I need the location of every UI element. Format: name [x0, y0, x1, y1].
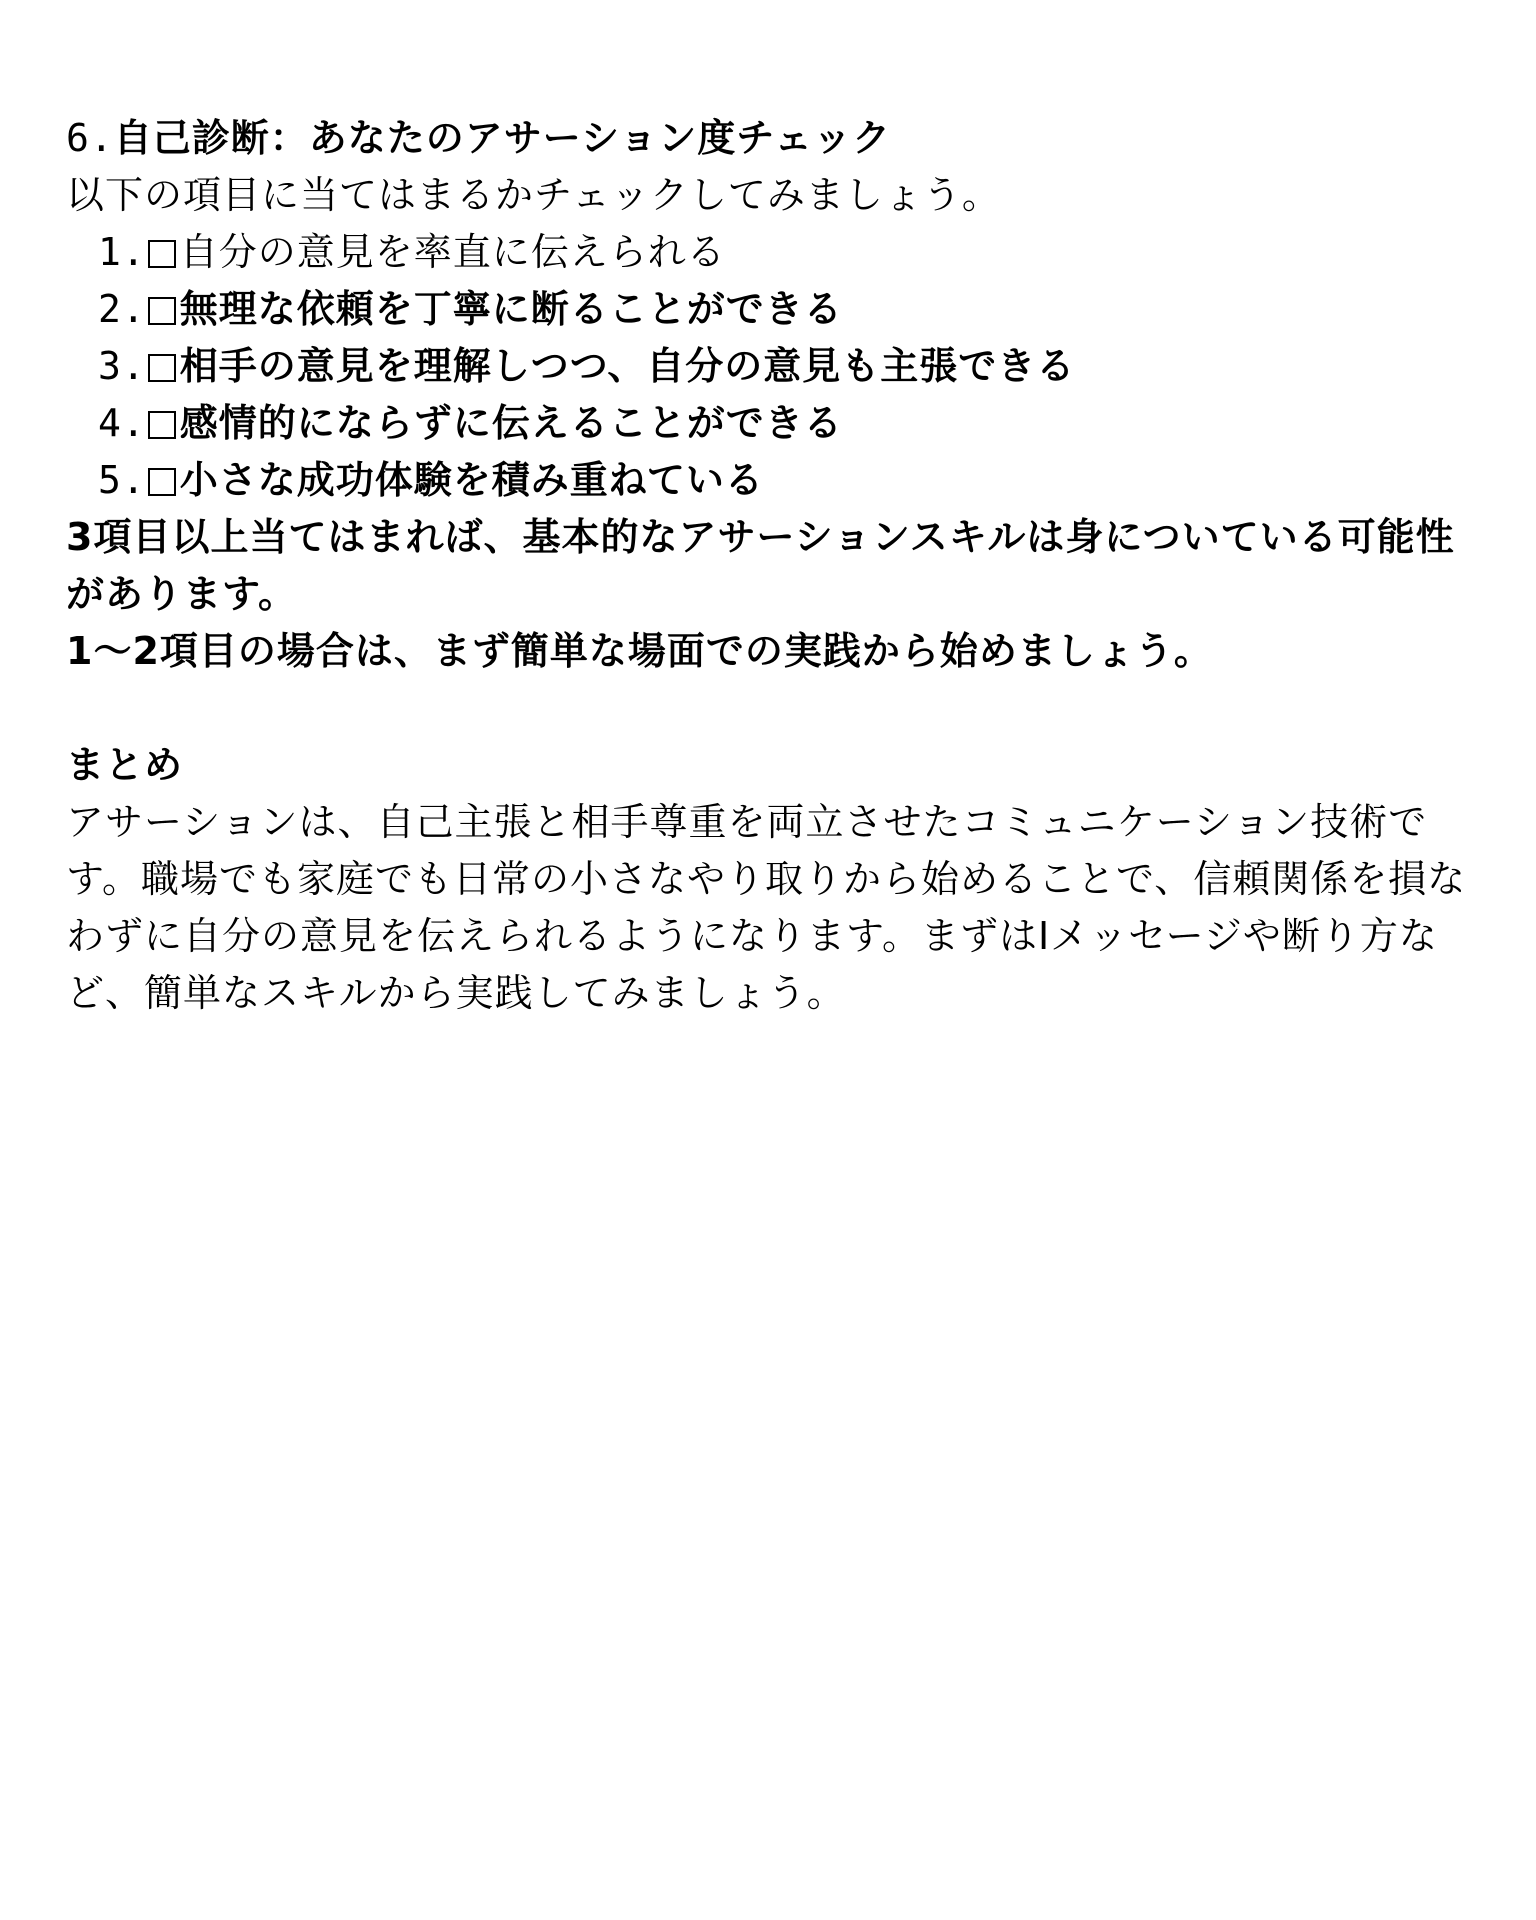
section-heading: [66, 110, 1476, 167]
result-low-text: 1〜2項目の場合は、まず簡単な場面での実践から始めましょう。: [66, 629, 1213, 673]
section-intro: 以下の項目に当てはまるかチェックしてみましょう。: [66, 173, 1001, 217]
result-high-text: 3項目以上当てはまれば、基本的なアサーションスキルは身についている可能性があります。: [66, 515, 1455, 616]
checklist-item: [66, 338, 1476, 395]
section-title: 自己診断：あなたのアサーション度チェック: [113, 116, 892, 160]
checkbox-icon: [148, 297, 176, 325]
checkbox-icon: [148, 411, 176, 439]
section-number: 6.: [66, 116, 114, 160]
checklist-item: [66, 395, 1476, 452]
summary-body: アサーションは、自己主張と相手尊重を両立させたコミュニケーション技術です。職場でも家庭でも日常の小さなやり取りから始めることで、信頼関係を損なわずに自分の意見を伝えられるようになります。まずはIメッセージや断り方など、簡単なスキルから実践してみましょう。: [66, 800, 1467, 1015]
item-text: 感情的にならずに伝えることができる: [179, 401, 843, 445]
summary-heading: まとめ: [66, 743, 184, 787]
checklist-item: [66, 452, 1476, 509]
item-number: 5.: [98, 458, 146, 502]
checkbox-icon: [148, 468, 176, 496]
checklist-item: [66, 224, 1476, 281]
item-text: 小さな成功体験を積み重ねている: [179, 458, 764, 502]
item-text: 無理な依頼を丁寧に断ることができる: [179, 287, 843, 331]
checklist-item: [66, 281, 1476, 338]
item-text: 自分の意見を率直に伝えられる: [179, 230, 726, 274]
spacer: [66, 680, 1476, 737]
item-number: 3.: [98, 344, 146, 388]
item-number: 2.: [98, 287, 146, 331]
item-number: 1.: [98, 230, 146, 274]
checkbox-icon: [148, 354, 176, 382]
item-text: 相手の意見を理解しつつ、自分の意見も主張できる: [179, 344, 1076, 388]
document-page: [66, 110, 1476, 1022]
item-number: 4.: [98, 401, 146, 445]
checkbox-icon: [148, 240, 176, 268]
